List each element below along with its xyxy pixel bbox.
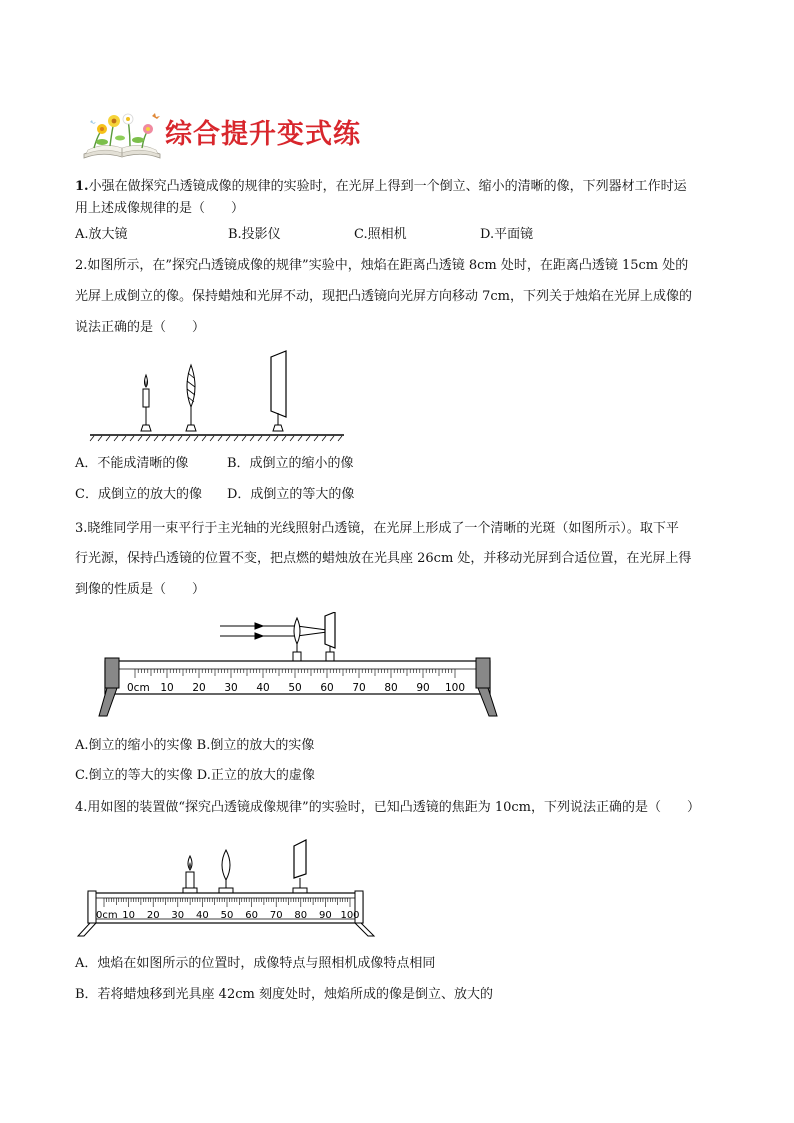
light-screen xyxy=(325,612,335,661)
question-4-figure xyxy=(74,838,384,938)
question-2-stem-line3: 说法正确的是（ ） xyxy=(75,320,206,335)
question-3-stem-line2: 行光源，保持凸透镜的位置不变，把点燃的蜡烛放在光具座 26cm 处，并移动光屏到合适位置，在光屏上得 xyxy=(75,551,692,566)
question-1-stem-line2: 用上述成像规律的是（ ） xyxy=(75,201,245,216)
question-1-option-b: B.投影仪 xyxy=(228,227,281,242)
bench-tick-label: 70 xyxy=(269,910,283,921)
question-3-stem-line3: 到像的性质是（ ） xyxy=(75,582,206,597)
candle xyxy=(183,856,197,895)
bench-tick-label: 90 xyxy=(416,682,430,694)
bench-tick-label: 40 xyxy=(256,682,270,694)
question-3-figure xyxy=(95,612,500,724)
bench-tick-label: 60 xyxy=(320,682,334,694)
bench-tick-label: 100 xyxy=(444,682,466,694)
question-2-option-d: D．成倒立的等大的像 xyxy=(227,487,355,502)
candle xyxy=(141,375,151,431)
convex-lens xyxy=(293,618,301,661)
convex-lens xyxy=(219,850,233,895)
bench-tick-label: 0cm xyxy=(127,682,150,694)
bench-tick-label: 50 xyxy=(220,910,234,921)
convex-lens xyxy=(186,365,196,431)
bench-tick-label: 20 xyxy=(146,910,160,921)
bench-tick-label: 10 xyxy=(122,910,135,921)
bench-tick-label: 80 xyxy=(384,682,398,694)
header-book-flowers-icon xyxy=(80,110,164,160)
bench-tick-label: 20 xyxy=(192,682,206,694)
bench-tick-label: 0cm xyxy=(96,910,118,921)
question-2-stem-line2: 光屏上成倒立的像。保持蜡烛和光屏不动，现把凸透镜向光屏方向移动 7cm，下列关于烛焰在光屏上成像的 xyxy=(75,289,693,304)
question-4-stem: 4.用如图的装置做“探究凸透镜成像规律”的实验时，已知凸透镜的焦距为 10cm，下列说法正确的是（ ） xyxy=(75,800,700,815)
question-2-figure xyxy=(88,345,348,445)
bench-tick-label: 90 xyxy=(319,910,332,921)
question-4-option-b: B．若将蜡烛移到光具座 42cm 刻度处时，烛焰所成的像是倒立、放大的 xyxy=(75,987,493,1002)
bench-tick-label: 10 xyxy=(160,682,174,694)
light-screen xyxy=(293,840,307,895)
question-3-stem-line1: 3.晓维同学用一束平行于主光轴的光线照射凸透镜，在光屏上形成了一个清晰的光斑（如图所示）。取下平 xyxy=(75,521,679,536)
parallel-light-rays xyxy=(220,623,327,639)
question-3-options-ab: A.倒立的缩小的实像 B.倒立的放大的实像 xyxy=(75,738,315,753)
bench-tick-label: 100 xyxy=(340,910,360,921)
question-1-number: 1. xyxy=(75,179,89,194)
bench-tick-label: 40 xyxy=(196,910,209,921)
optical-bench xyxy=(99,658,497,716)
bench-tick-label: 80 xyxy=(294,910,308,921)
question-1-option-a: A.放大镜 xyxy=(75,227,128,242)
bench-tick-label: 50 xyxy=(288,682,302,694)
bench-tick-label: 30 xyxy=(224,682,238,694)
page-title: 综合提升变式练 xyxy=(165,119,361,150)
question-2-option-c: C．成倒立的放大的像 xyxy=(75,487,202,502)
optical-bench xyxy=(78,891,374,936)
bench-tick-label: 30 xyxy=(171,910,185,921)
bench-tick-label: 70 xyxy=(352,682,366,694)
question-2-option-b: B．成倒立的缩小的像 xyxy=(227,456,354,471)
question-1-stem-line1: 小强在做探究凸透镜成像的规律的实验时，在光屏上得到一个倒立、缩小的清晰的像，下列器材工作时运 xyxy=(88,179,687,194)
question-1-option-c: C.照相机 xyxy=(354,227,407,242)
question-2-stem-line1: 2.如图所示，在”探究凸透镜成像的规律”实验中，烛焰在距离凸透镜 8cm 处时，在距离凸透镜 15cm 处的 xyxy=(75,258,689,273)
table-surface xyxy=(90,435,344,441)
bench-tick-label: 60 xyxy=(245,910,258,921)
question-3-options-cd: C.倒立的等大的实像 D.正立的放大的虚像 xyxy=(75,768,315,783)
question-1-option-d: D.平面镜 xyxy=(480,227,534,242)
light-screen xyxy=(271,351,286,431)
question-4-option-a: A．烛焰在如图所示的位置时，成像特点与照相机成像特点相同 xyxy=(75,956,436,971)
question-2-option-a: A．不能成清晰的像 xyxy=(75,456,189,471)
